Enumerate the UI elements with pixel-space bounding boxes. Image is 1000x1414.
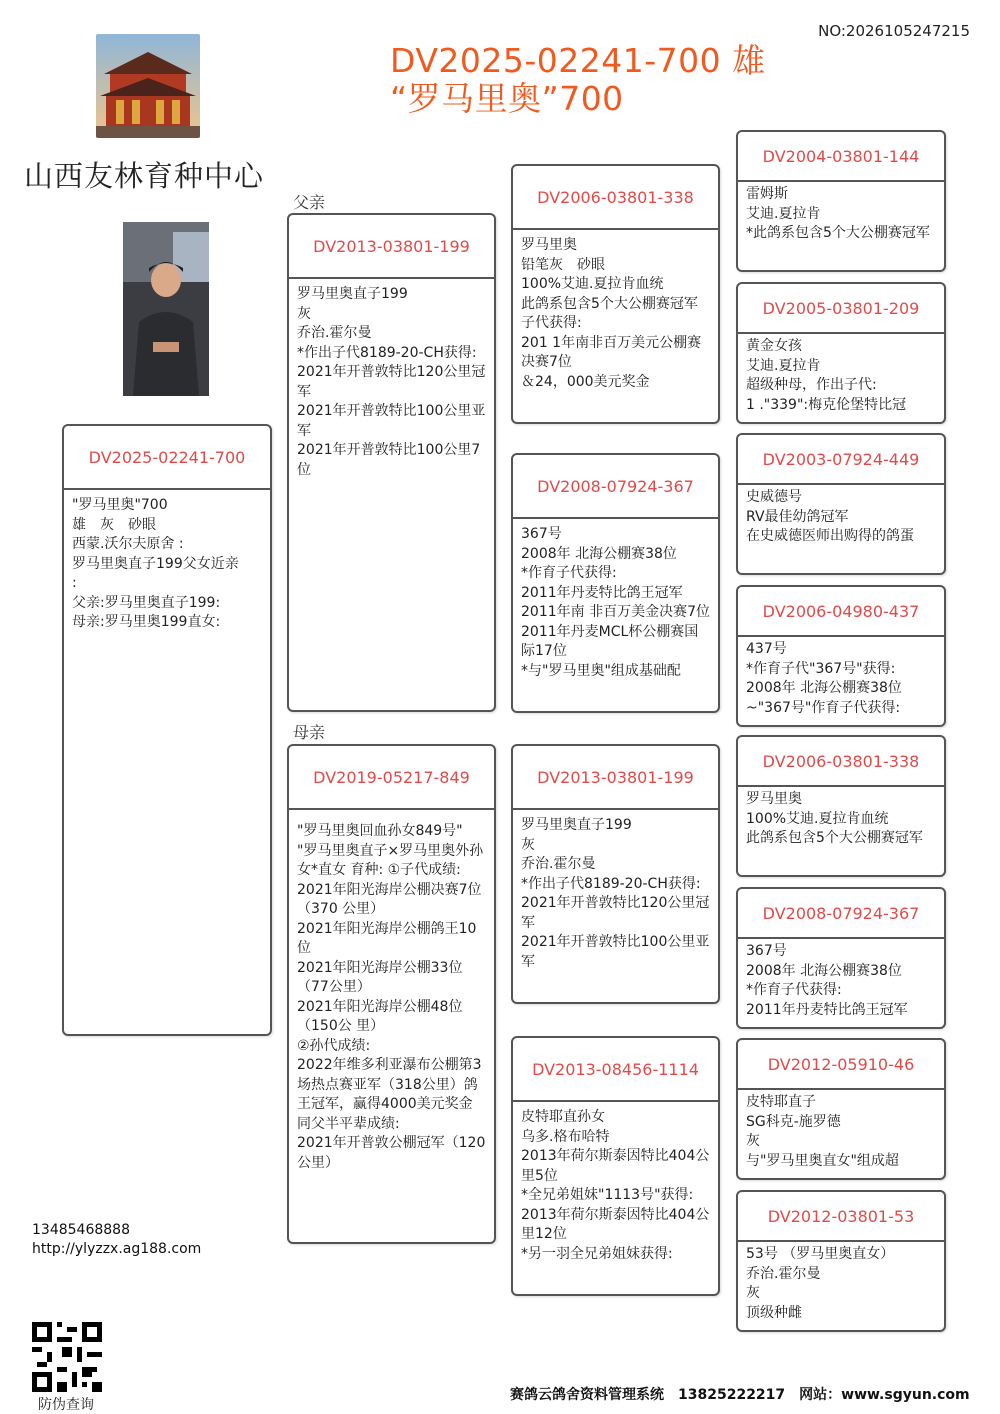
title-line-2: “罗马里奥”700 xyxy=(390,79,624,118)
card-ring-number: DV2013-03801-199 xyxy=(289,215,494,279)
father-label: 父亲 xyxy=(293,193,326,212)
great-grandparent-card xyxy=(736,735,946,877)
maternal-grandmother-card xyxy=(511,1036,720,1296)
card-ring-number: DV2008-07924-367 xyxy=(513,455,718,519)
card-details: "罗马里奥回血孙女849号" "罗马里奥直子×罗马里奥外孙女*直女 育种: ①子代成绩: 2021年阳光海岸公棚决赛7位（370 公里） 2021年阳光海岸公棚鸽王10位 2021年阳光海岸公棚33位（77公里） 2021年阳光海岸公棚48位（150公 里） ②孙代成绩: 2022年维多利亚瀑布公棚第3场热点赛亚军（318公里）鸽王冠军，赢得4000美元奖金 同父半平辈成绩: 2021年开普敦公棚冠军（120公里） xyxy=(297,823,486,1171)
great-grandparent-card xyxy=(736,433,946,575)
card-ring-number: DV2012-05910-46 xyxy=(738,1040,944,1090)
card-ring-number: DV2008-07924-367 xyxy=(738,889,944,939)
paternal-grandmother-card xyxy=(511,453,720,713)
card-ring-number: DV2004-03801-144 xyxy=(738,132,944,182)
great-grandparent-card xyxy=(736,585,946,727)
maternal-grandfather-card xyxy=(511,744,720,1004)
card-ring-number: DV2025-02241-700 xyxy=(64,426,270,490)
subject-pigeon-card xyxy=(62,424,272,1036)
card-ring-number: DV2013-03801-199 xyxy=(513,746,718,810)
card-ring-number: DV2012-03801-53 xyxy=(738,1192,944,1242)
great-grandparent-card xyxy=(736,130,946,272)
card-ring-number: DV2005-03801-209 xyxy=(738,284,944,334)
qr-code-label: 防伪查询 xyxy=(38,1397,94,1413)
loft-logo-image xyxy=(96,34,200,138)
card-details: 367号 2008年 北海公棚赛38位 *作育子代获得: 2011年丹麦特比鸽王冠军 xyxy=(746,943,908,1018)
footer-system-info: 赛鸽云鸽舍资料管理系统 13825222217 网站：www.sgyun.com xyxy=(510,1387,970,1403)
great-grandparent-card xyxy=(736,282,946,424)
card-details: 437号 *作育子代"367号"获得: 2008年 北海公棚赛38位 ~"367号"作育子代获得: xyxy=(746,641,902,716)
card-details: 53号 （罗马里奥直女） 乔治.霍尔曼 灰 顶级种雌 xyxy=(746,1246,895,1321)
contact-url[interactable]: http://ylyzzx.ag188.com xyxy=(32,1241,202,1257)
card-details: 皮特耶直子 SG科克-施罗德 灰 与"罗马里奥直女"组成超 xyxy=(746,1094,899,1169)
card-details: "罗马里奥"700 雄 灰 砂眼 西蒙.沃尔夫原舍 : 罗马里奥直子199父女近亲 : 父亲:罗马里奥直子199: 母亲:罗马里奥199直女: xyxy=(72,497,239,630)
mother-label: 母亲 xyxy=(293,723,326,742)
card-details: 罗马里奥 铅笔灰 砂眼 100%艾迪.夏拉肯血统 此鸽系包含5个大公棚赛冠军 子代获得: 201 1年南非百万美元公棚赛决赛7位 ＆24，000美元奖金 xyxy=(521,237,702,390)
contact-phone: 13485468888 xyxy=(32,1222,130,1238)
breeding-center-name: 山西友林育种中心 xyxy=(24,159,265,193)
mother-card xyxy=(287,744,496,1244)
card-details: 皮特耶直孙女 乌多.格布哈特 2013年荷尔斯泰因特比404公里5位 *全兄弟姐妹"1113号"获得: 2013年荷尔斯泰因特比404公里12位 *另一羽全兄弟姐妹获得: xyxy=(521,1109,710,1262)
owner-photo xyxy=(123,222,209,396)
card-details: 雷姆斯 艾迪.夏拉肯 *此鸽系包含5个大公棚赛冠军 xyxy=(746,186,930,241)
card-ring-number: DV2003-07924-449 xyxy=(738,435,944,485)
card-details: 黄金女孩 艾迪.夏拉肯 超级种母，作出子代: 1 ."339":梅克伦堡特比冠 xyxy=(746,338,907,413)
father-card xyxy=(287,213,496,712)
pedigree-title xyxy=(390,42,766,118)
paternal-grandfather-card xyxy=(511,164,720,424)
card-details: 罗马里奥直子199 灰 乔治.霍尔曼 *作出子代8189-20-CH获得: 2021年开普敦特比120公里冠军 2021年开普敦特比100公里亚军 2021年开普敦特比100公里7位 xyxy=(297,286,486,478)
card-details: 史威德号 RV最佳幼鸽冠军 在史威德医师出购得的鸽蛋 xyxy=(746,489,914,544)
record-number: NO:2026105247215 xyxy=(818,22,970,40)
card-details: 367号 2008年 北海公棚赛38位 *作育子代获得: 2011年丹麦特比鸽王冠军 2011年南 非百万美金决赛7位 2011年丹麦MCL杯公棚赛国际17位 *与"罗马里奥"组成基础配 xyxy=(521,526,710,679)
card-details: 罗马里奥 100%艾迪.夏拉肯血统 此鸽系包含5个大公棚赛冠军 xyxy=(746,791,923,846)
card-ring-number: DV2006-04980-437 xyxy=(738,587,944,637)
title-line-1: DV2025-02241-700 雄 xyxy=(390,41,766,80)
card-ring-number: DV2019-05217-849 xyxy=(289,746,494,810)
card-details: 罗马里奥直子199 灰 乔治.霍尔曼 *作出子代8189-20-CH获得: 2021年开普敦特比120公里冠军 2021年开普敦特比100公里亚军 xyxy=(521,817,710,970)
card-ring-number: DV2013-08456-1114 xyxy=(513,1038,718,1102)
great-grandparent-card xyxy=(736,1190,946,1332)
card-ring-number: DV2006-03801-338 xyxy=(513,166,718,230)
anti-counterfeit-qr-code[interactable] xyxy=(32,1322,102,1392)
great-grandparent-card xyxy=(736,887,946,1029)
great-grandparent-card xyxy=(736,1038,946,1180)
card-ring-number: DV2006-03801-338 xyxy=(738,737,944,787)
